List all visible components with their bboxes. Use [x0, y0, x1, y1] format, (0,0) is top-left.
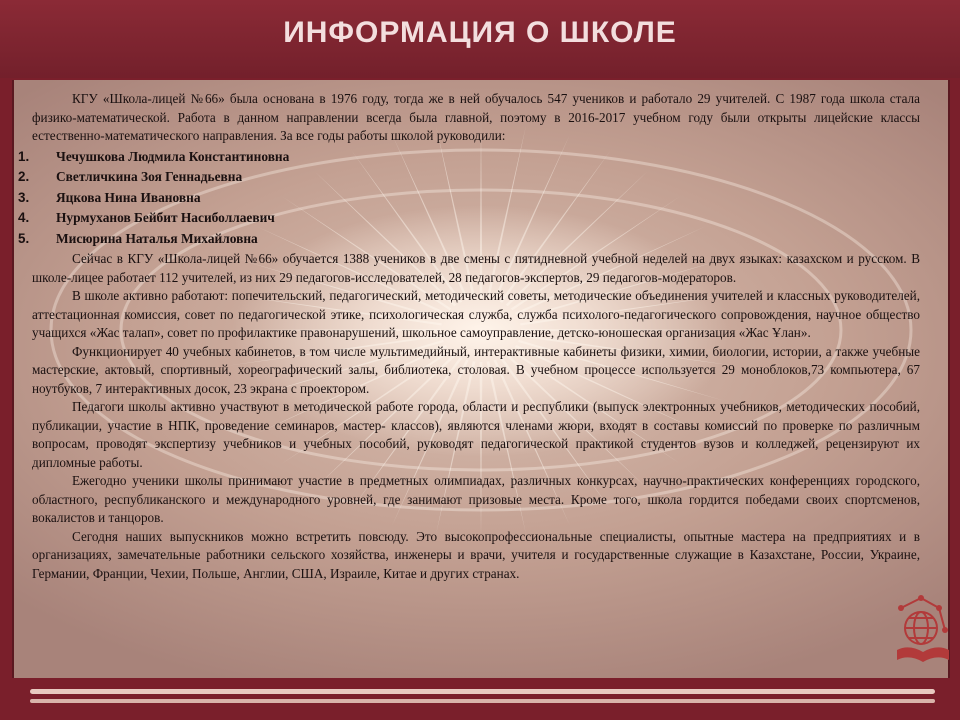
page-title: ИНФОРМАЦИЯ О ШКОЛЕ [283, 16, 677, 49]
paragraph-graduates: Сегодня наших выпускников можно встретить повсюду. Это высокопрофессиональные специалисты, опытные мастера на предприятиях и в организациях, замечательные работники сельского хозяйства, инженеры и врачи, учителя и государственные служащие в Казахстане, России, Украине, Германии, Франции, Чехии, Польше, Англии, США, Израиле, Китае и других странах. [32, 528, 920, 581]
paragraph-teachers: Педагоги школы активно участвуют в методической работе города, области и республики (выпуск электронных учебников, методических пособий, публикации, участие в НПК, проведение семинаров, мастер- классов), являются членами жюри, входят в составы комиссий по проверке по различным вопросам, проводят экспертизу учебников и учебных пособий, руководят педагогической практикой студентов вузов и колледжей, рецензируют их дипломные работы. [32, 399, 920, 470]
school-info-text [18, 90, 920, 583]
paragraph-olympiads: Ежегодно ученики школы принимают участие в предметных олимпиадах, различных конкурсах, научно-практических конференциях городского, областного, республиканского и международного уровней, где занимают призовые места. Кроме того, школа гордится победами своих спортсменов, вокалистов и танцоров. [32, 473, 920, 525]
paragraph-classrooms: Функционирует 40 учебных кабинетов, в том числе мультимедийный, интерактивные кабинеты физики, химии, биологии, истории, а также учебные мастерские, актовый, спортивный, хореографический залы, библиотека, столовая. В учебном процессе используется 29 моноблоков,73 компьютера, 67 ноутбуков, 7 интерактивных досок, 23 экрана с проектором. [32, 343, 920, 396]
intro-paragraph: КГУ «Школа-лицей №66» была основана в 1976 году, тогда же в ней обучалось 547 учеников и работало 29 учителей. С 1987 года школа стала физико-математической. Работа в данном направлении всегда была главной, поэтому в 2016-2017 учебном году были открыты лицейские классы естественно-математического направления. За все годы работы школой руководили: [32, 91, 920, 143]
paragraph-councils: В школе активно работают: попечительский, педагогический, методический советы, методические объединения учителей и классных руководителей, аттестационная комиссия, совет по педагогической этике, психологическая служба, служба психолого-педагогического сопровождения, научное общество учащихся «Жас талап», совет по профилактике правонарушений, школьное самоуправление, детско-юношеская организация «Жас Ұлан». [32, 288, 920, 340]
list-item: 5. Мисюрина Наталья Михайловна [18, 230, 258, 246]
decorative-line [30, 689, 935, 694]
content-panel [12, 80, 950, 678]
paragraph-students: Сейчас в КГУ «Школа-лицей №66» обучается 1388 учеников в две смены с пятидневной учебной неделей на двух языках: казахском и русском. В школе-лицее работает 112 учителей, из них 29 педагогов-исследователей, 28 педагогов-экспертов, 29 педагогов-модераторов. [32, 251, 920, 285]
list-item: 3. Яцкова Нина Ивановна [18, 189, 201, 205]
directors-list [18, 147, 920, 250]
title-bar [0, 0, 960, 78]
list-item: 2. Светличкина Зоя Геннадьевна [18, 169, 243, 184]
list-item: 1. Чечушкова Людмила Константиновна [18, 148, 290, 164]
list-item: 4. Нурмуханов Бейбит Насиболлаевич [18, 210, 275, 225]
decorative-line [30, 699, 935, 703]
molecule-globe-book-icon [895, 594, 951, 664]
